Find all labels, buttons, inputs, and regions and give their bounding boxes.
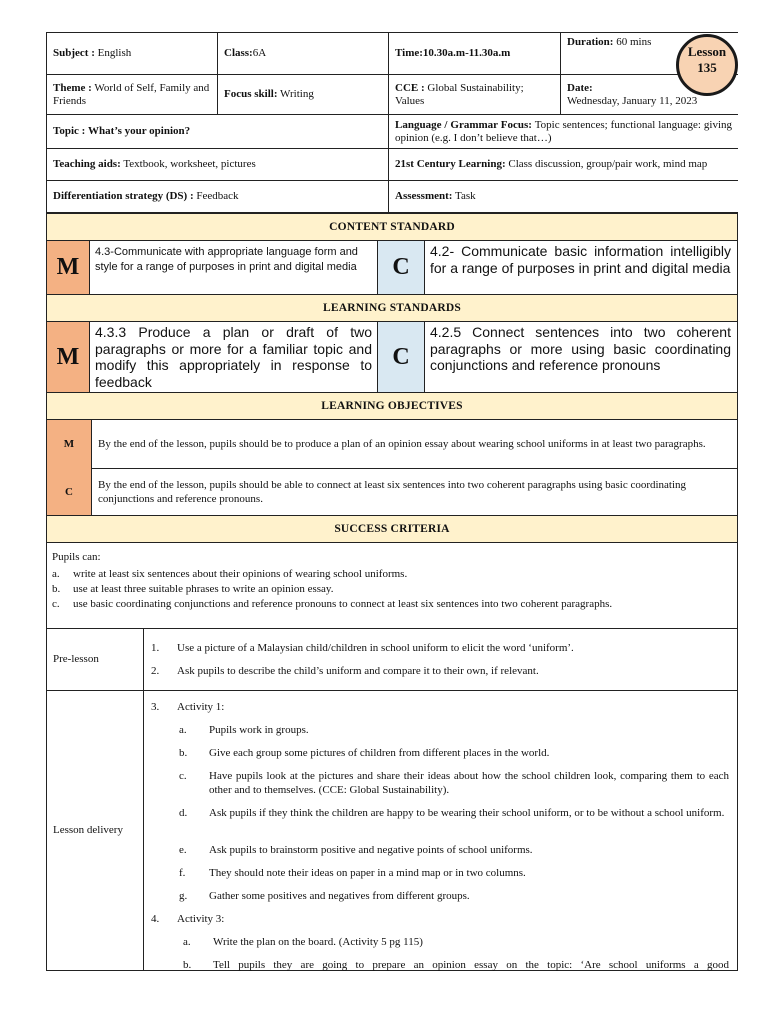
list-marker: b. — [179, 747, 188, 759]
objective-comp-text: By the end of the lesson, pupils should be able to connect at least six sentences into two coherent paragraphs using basic coordinating conjunctions and reference pronouns. — [98, 479, 687, 505]
objective-main-row — [46, 420, 738, 469]
content-standard-main-tag: M — [47, 241, 90, 294]
list-item — [179, 723, 729, 737]
topic-cell — [47, 115, 389, 149]
list-marker: e. — [179, 844, 187, 856]
list-marker: a. — [183, 936, 191, 948]
century-learning-label: 21st Century Learning: — [395, 158, 506, 170]
theme-label: Theme : — [53, 81, 92, 94]
learning-standards-comp-text: 4.2.5 Connect sentences into two coherent paragraphs or more using basic coordinating conjunctions and reference pronouns — [430, 324, 731, 373]
list-item-text: write at least six sentences about their opinions of wearing school uniforms. — [73, 568, 408, 580]
list-marker: 3. — [151, 701, 160, 713]
success-criteria-box — [46, 541, 738, 629]
century-learning-value: Class discussion, group/pair work, mind map — [508, 158, 708, 170]
activity-3-heading — [151, 912, 729, 926]
duration-value: 60 mins — [616, 36, 652, 48]
date-label: Date: — [567, 81, 593, 94]
list-item-text: Tell pupils they are going to prepare an opinion essay on the topic: ‘Are school uniforms a good — [213, 959, 729, 971]
language-focus-value: Topic sentences; functional language: giving opinion (e.g. I don’t believe that…) — [395, 118, 732, 144]
cce-label: CCE : — [395, 81, 425, 94]
list-item — [47, 582, 737, 597]
learning-standards-main-tag: M — [47, 322, 90, 392]
content-standard-comp-text: 4.2- Communicate basic information intelligibly for a range of purposes in print and digital media — [430, 243, 731, 276]
time-cell — [389, 33, 561, 75]
pre-lesson-row — [46, 628, 738, 691]
list-item — [151, 664, 729, 678]
list-item — [47, 597, 737, 612]
lesson-badge-number: 135 — [697, 60, 717, 75]
list-item-text: Ask pupils to brainstorm positive and negative points of school uniforms. — [209, 844, 533, 856]
list-item — [183, 935, 729, 949]
list-item-text: Use a picture of a Malaysian child/children in school uniform to elicit the word ‘uniform’. — [177, 642, 574, 654]
content-standard-row — [46, 241, 738, 295]
list-item-text: Have pupils look at the pictures and share their ideas about how the school children look, comparing them to each other and to themselves. (CCE: Global Sustainability). — [209, 770, 729, 796]
lesson-delivery-row — [46, 690, 738, 971]
list-item — [179, 806, 729, 820]
subject-cell — [47, 33, 218, 75]
content-standard-heading: CONTENT STANDARD — [46, 213, 738, 241]
success-criteria-list — [47, 567, 737, 612]
assessment-value: Task — [455, 190, 476, 202]
teaching-aids-value: Textbook, worksheet, pictures — [123, 158, 256, 170]
list-item-text: Pupils work in groups. — [209, 724, 309, 736]
cce-value: Global Sustainability; Values — [395, 81, 524, 107]
list-item — [179, 866, 729, 880]
activity-1-title: Activity 1: — [177, 701, 225, 713]
topic-label: Topic : — [53, 125, 86, 137]
list-marker: b. — [183, 959, 192, 971]
list-item — [183, 958, 729, 972]
objective-main-text: By the end of the lesson, pupils should be to produce a plan of an opinion essay about wearing school uniforms in at least two paragraphs. — [98, 438, 706, 450]
list-marker: a. — [52, 568, 60, 580]
list-marker: g. — [179, 890, 188, 902]
list-marker: b. — [52, 583, 61, 595]
learning-standards-comp-tag: C — [377, 322, 425, 392]
list-item-text: Gather some positives and negatives from different groups. — [209, 890, 470, 902]
lesson-number-badge — [676, 34, 738, 96]
objective-main-tag: M — [47, 420, 92, 468]
focus-label: Focus skill: — [224, 88, 278, 100]
class-cell — [218, 33, 389, 75]
teaching-aids-label: Teaching aids: — [53, 158, 121, 170]
list-marker: 4. — [151, 913, 160, 925]
list-item — [179, 769, 729, 797]
pre-lesson-label: Pre-lesson — [47, 628, 144, 690]
content-standard-comp-tag: C — [377, 241, 425, 294]
list-item-text: Ask pupils if they think the children are happy to be wearing their school uniform, or to be without a school uniform. — [209, 807, 725, 819]
class-label: Class: — [224, 47, 253, 59]
activity-3-title: Activity 3: — [177, 913, 225, 925]
lesson-delivery-label: Lesson delivery — [47, 690, 144, 970]
learning-standards-row — [46, 322, 738, 393]
content-standard-main-text: 4.3-Communicate with appropriate language form and style for a range of purposes in print and digital media — [95, 246, 358, 273]
list-item — [151, 641, 729, 655]
date-value: Wednesday, January 11, 2023 — [567, 94, 698, 107]
activity-1-heading — [151, 700, 729, 714]
objective-comp-tag: C — [47, 468, 92, 516]
learning-standards-main-text: 4.3.3 Produce a plan or draft of two paragraphs or more for a familiar topic and modify this appropriately in response to feedback — [95, 324, 372, 390]
list-item — [179, 889, 729, 903]
duration-label: Duration: — [567, 36, 614, 48]
list-item-text: They should note their ideas on paper in a mind map or in two columns. — [209, 867, 526, 879]
success-criteria-heading: SUCCESS CRITERIA — [46, 515, 738, 543]
lesson-badge-label: Lesson — [687, 44, 727, 59]
assessment-label: Assessment: — [395, 190, 453, 202]
list-marker: 2. — [151, 665, 160, 677]
focus-cell — [218, 75, 389, 115]
differentiation-cell — [47, 181, 389, 213]
list-item-text: Give each group some pictures of children from different places in the world. — [209, 747, 550, 759]
success-criteria-intro: Pupils can: — [52, 551, 101, 563]
focus-value: Writing — [280, 88, 314, 100]
list-item — [179, 843, 729, 857]
class-value: 6A — [252, 47, 267, 59]
list-item-text: use basic coordinating conjunctions and reference pronouns to connect at least six sentences into two coherent paragraphs. — [73, 598, 613, 610]
header-table — [46, 32, 738, 213]
teaching-aids-cell — [47, 149, 389, 181]
list-item — [179, 746, 729, 760]
list-marker: c. — [52, 598, 60, 610]
list-marker: 1. — [151, 642, 160, 654]
subject-label: Subject : — [53, 47, 95, 59]
list-item-text: Write the plan on the board. (Activity 5 pg 115) — [213, 936, 423, 948]
list-item-text: Ask pupils to describe the child’s uniform and compare it to their own, if relevant. — [177, 665, 539, 677]
language-focus-cell — [389, 115, 739, 149]
cce-cell — [389, 75, 561, 115]
theme-cell — [47, 75, 218, 115]
subject-value: English — [97, 47, 132, 59]
objective-comp-row — [46, 468, 738, 517]
time-label: Time: — [395, 47, 423, 59]
list-marker: d. — [179, 807, 188, 819]
learning-objectives-heading: LEARNING OBJECTIVES — [46, 392, 738, 420]
lesson-plan-page — [46, 32, 738, 1024]
differentiation-label: Differentiation strategy (DS) : — [53, 190, 194, 202]
list-marker: a. — [179, 724, 187, 736]
list-marker: c. — [179, 770, 187, 782]
topic-value: What’s your opinion? — [88, 125, 191, 137]
list-item-text: use at least three suitable phrases to write an opinion essay. — [73, 583, 334, 595]
learning-standards-heading: LEARNING STANDARDS — [46, 294, 738, 322]
time-value: 10.30a.m-11.30a.m — [422, 47, 511, 59]
list-marker: f. — [179, 867, 186, 879]
theme-value: World of Self, Family and Friends — [53, 81, 210, 107]
differentiation-value: Feedback — [196, 190, 239, 202]
century-learning-cell — [389, 149, 739, 181]
assessment-cell — [389, 181, 739, 213]
list-item — [47, 567, 737, 582]
language-focus-label: Language / Grammar Focus: — [395, 118, 532, 131]
